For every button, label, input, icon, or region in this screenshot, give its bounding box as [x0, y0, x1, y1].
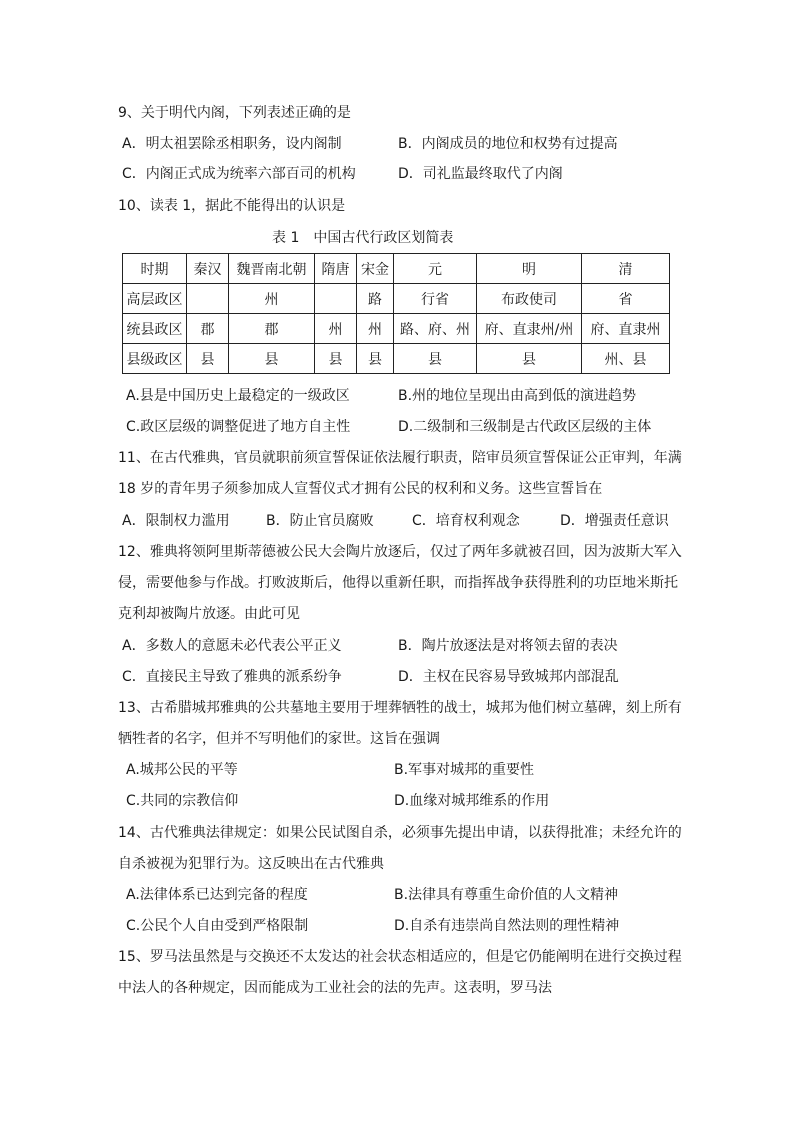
q12-option-c: C．直接民主导致了雅典的派系纷争 — [122, 669, 342, 685]
table-header-cell: 隋唐 — [315, 254, 357, 284]
table-caption: 表 1 中国古代行政区划简表 — [272, 230, 454, 246]
q11-stem-line1: 11、在古代雅典，官员就职前须宣誓保证依法履行职责，陪审员须宣誓保证公正审判，年满 — [118, 450, 682, 466]
table-header-cell: 明 — [477, 254, 582, 284]
q10-option-b: B.州的地位呈现出由高到低的演进趋势 — [398, 388, 637, 404]
table-cell: 郡 — [229, 314, 315, 344]
table-header-row — [123, 254, 670, 284]
table-header-cell: 清 — [582, 254, 670, 284]
table-cell — [315, 284, 357, 314]
table-header-cell: 时期 — [123, 254, 187, 284]
q14-option-b: B.法律具有尊重生命价值的人文精神 — [394, 887, 619, 903]
q10-option-d: D.二级制和三级制是古代政区层级的主体 — [398, 419, 652, 435]
table-cell: 县 — [229, 344, 315, 374]
q12-option-b: B．陶片放逐法是对将领去留的表决 — [398, 638, 618, 654]
table-cell: 郡 — [187, 314, 229, 344]
q13-option-c: C.共同的宗教信仰 — [126, 793, 239, 809]
table-cell: 统县政区 — [123, 314, 187, 344]
q14-option-d: D.自杀有违崇尚自然法则的理性精神 — [394, 918, 620, 934]
table-cell: 布政使司 — [477, 284, 582, 314]
table-header-cell: 秦汉 — [187, 254, 229, 284]
q12-stem-line3: 克利却被陶片放逐。由此可见 — [118, 606, 300, 622]
q13-stem-line1: 13、古希腊城邦雅典的公共墓地主要用于埋葬牺牲的战士，城邦为他们树立墓碑，刻上所有 — [118, 700, 682, 716]
q11-stem-line2: 18 岁的青年男子须参加成人宣誓仪式才拥有公民的权利和义务。这些宣誓旨在 — [118, 481, 603, 497]
q9-option-b: B．内阁成员的地位和权势有过提高 — [398, 136, 618, 152]
table-cell: 县 — [357, 344, 394, 374]
q12-stem-line2: 侵，需要他参与作战。打败波斯后，他得以重新任职，而指挥战争获得胜利的功臣地米斯托 — [118, 575, 678, 591]
q13-stem-line2: 牺牲者的名字，但并不写明他们的家世。这旨在强调 — [118, 731, 440, 747]
table-row — [123, 284, 670, 314]
table-cell: 县 — [187, 344, 229, 374]
table-cell: 府、直隶州/州 — [477, 314, 582, 344]
table-cell: 县级政区 — [123, 344, 187, 374]
q11-option-d: D．增强责任意识 — [560, 513, 669, 529]
table-cell: 县 — [315, 344, 357, 374]
q10-stem: 10、读表 1，据此不能得出的认识是 — [118, 198, 346, 214]
table-cell: 路 — [357, 284, 394, 314]
q14-stem-line1: 14、古代雅典法律规定：如果公民试图自杀，必须事先提出申请，以获得批准；未经允许的 — [118, 825, 682, 841]
q11-option-b: B．防止官员腐败 — [266, 513, 374, 529]
q12-option-d: D．主权在民容易导致城邦内部混乱 — [398, 669, 619, 685]
table-cell: 州 — [357, 314, 394, 344]
table-cell: 路、府、州 — [394, 314, 477, 344]
table-row — [123, 344, 670, 374]
q13-option-a: A.城邦公民的平等 — [126, 762, 238, 778]
table-cell: 州 — [315, 314, 357, 344]
q12-stem-line1: 12、雅典将领阿里斯蒂德被公民大会陶片放逐后，仅过了两年多就被召回，因为波斯大军入 — [118, 544, 682, 560]
q9-option-d: D．司礼监最终取代了内阁 — [398, 166, 563, 182]
table-cell: 省 — [582, 284, 670, 314]
q9-option-c: C．内阁正式成为统率六部百司的机构 — [122, 166, 356, 182]
table-row — [123, 314, 670, 344]
table-cell: 县 — [394, 344, 477, 374]
table-cell: 府、直隶州 — [582, 314, 670, 344]
q10-option-a: A.县是中国历史上最稳定的一级政区 — [126, 388, 350, 404]
table-cell: 高层政区 — [123, 284, 187, 314]
table-cell — [187, 284, 229, 314]
q14-stem-line2: 自杀被视为犯罪行为。这反映出在古代雅典 — [118, 856, 384, 872]
q14-option-c: C.公民个人自由受到严格限制 — [126, 918, 309, 934]
table-header-cell: 宋金 — [357, 254, 394, 284]
q13-option-d: D.血缘对城邦维系的作用 — [394, 793, 550, 809]
q11-option-a: A．限制权力滥用 — [122, 513, 230, 529]
q9-option-a: A．明太祖罢除丞相职务，设内阁制 — [122, 136, 342, 152]
table-cell: 州、县 — [582, 344, 670, 374]
table-cell: 行省 — [394, 284, 477, 314]
admin-division-table — [122, 253, 670, 374]
table-cell: 县 — [477, 344, 582, 374]
q12-option-a: A．多数人的意愿未必代表公平正义 — [122, 638, 342, 654]
q11-option-c: C．培育权利观念 — [412, 513, 520, 529]
table-cell: 州 — [229, 284, 315, 314]
q15-stem-line1: 15、罗马法虽然是与交换还不太发达的社会状态相适应的，但是它仍能阐明在进行交换过程 — [118, 949, 682, 965]
q14-option-a: A.法律体系已达到完备的程度 — [126, 887, 308, 903]
q15-stem-line2: 中法人的各种规定，因而能成为工业社会的法的先声。这表明，罗马法 — [118, 980, 552, 996]
table-header-cell: 元 — [394, 254, 477, 284]
q10-option-c: C.政区层级的调整促进了地方自主性 — [126, 419, 351, 435]
table-header-cell: 魏晋南北朝 — [229, 254, 315, 284]
q13-option-b: B.军事对城邦的重要性 — [394, 762, 535, 778]
q9-stem: 9、关于明代内阁，下列表述正确的是 — [118, 105, 351, 121]
